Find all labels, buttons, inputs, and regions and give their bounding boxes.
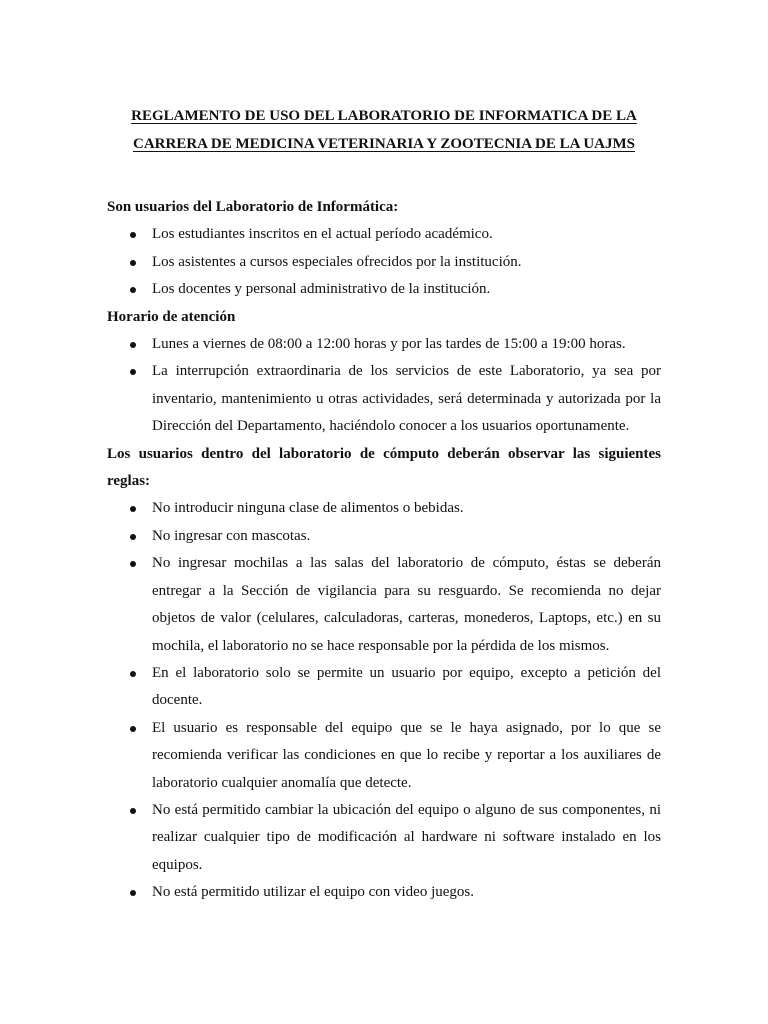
list-item-text: No ingresar con mascotas. [152, 527, 311, 544]
list-item [107, 715, 661, 797]
list-item [107, 358, 661, 440]
list-item [107, 276, 661, 303]
bullet-icon [130, 232, 136, 238]
bullet-icon [130, 808, 136, 814]
bullet-icon [130, 506, 136, 512]
section-heading-rules: Los usuarios dentro del laboratorio de cómputo deberán observar las siguientes reglas: [107, 445, 661, 490]
rules-list [107, 495, 661, 906]
list-item [107, 249, 661, 276]
bullet-icon [130, 561, 136, 567]
list-item [107, 660, 661, 715]
bullet-icon [130, 890, 136, 896]
list-item-text: El usuario es responsable del equipo que se le haya asignado, por lo que se recomienda verificar las condiciones en que lo recibe y reportar a los auxiliares de laboratorio cualquier anomalía que detecte. [152, 719, 661, 791]
list-item-text: Lunes a viernes de 08:00 a 12:00 horas y por las tardes de 15:00 a 19:00 horas. [152, 336, 626, 353]
document-title [100, 102, 668, 158]
bullet-icon [130, 287, 136, 293]
list-item [107, 495, 661, 522]
list-item-text: No introducir ninguna clase de alimentos o bebidas. [152, 500, 464, 517]
list-item [107, 523, 661, 550]
list-item [107, 797, 661, 879]
schedule-list [107, 331, 661, 441]
list-item-text: No está permitido utilizar el equipo con video juegos. [152, 884, 475, 901]
section-heading-schedule: Horario de atención [107, 308, 236, 325]
bullet-icon [130, 671, 136, 677]
list-item-text: En el laboratorio solo se permite un usuario por equipo, excepto a petición del docente. [152, 664, 661, 709]
list-item [107, 550, 661, 660]
list-item-text: Los docentes y personal administrativo de la institución. [152, 281, 491, 298]
bullet-icon [130, 260, 136, 266]
bullet-icon [130, 342, 136, 348]
users-list [107, 221, 661, 303]
bullet-icon [130, 369, 136, 375]
bullet-icon [130, 726, 136, 732]
section-heading-users: Son usuarios del Laboratorio de Informática: [107, 199, 399, 215]
list-item [107, 879, 661, 906]
list-item-text: Los asistentes a cursos especiales ofrecidos por la institución. [152, 253, 522, 270]
document-body [107, 194, 661, 907]
list-item-text: No está permitido cambiar la ubicación del equipo o alguno de sus componentes, ni realizar cualquier tipo de modificación al hardware ni software instalado en los equipos. [152, 801, 661, 873]
list-item-text: La interrupción extraordinaria de los servicios de este Laboratorio, ya sea por inventario, mantenimiento u otras actividades, será determinada y autorizada por la Dirección del Departamento, haciéndolo conocer a los usuarios oportunamente. [152, 363, 661, 435]
bullet-icon [130, 534, 136, 540]
title-line-1: REGLAMENTO DE USO DEL LABORATORIO DE INFORMATICA DE LA [131, 108, 637, 124]
list-item [107, 331, 661, 358]
list-item-text: No ingresar mochilas a las salas del laboratorio de cómputo, éstas se deberán entregar a la Sección de vigilancia para su resguardo. Se recomienda no dejar objetos de valor (celulares, calculadoras, carteras, monederos, Laptops, etc.) en su mochila, el laboratorio no se hace responsable por la pérdida de los mismos. [152, 555, 661, 654]
list-item [107, 221, 661, 248]
title-line-2: CARRERA DE MEDICINA VETERINARIA Y ZOOTECNIA DE LA UAJMS [132, 136, 636, 152]
list-item-text: Los estudiantes inscritos en el actual período académico. [152, 226, 493, 243]
